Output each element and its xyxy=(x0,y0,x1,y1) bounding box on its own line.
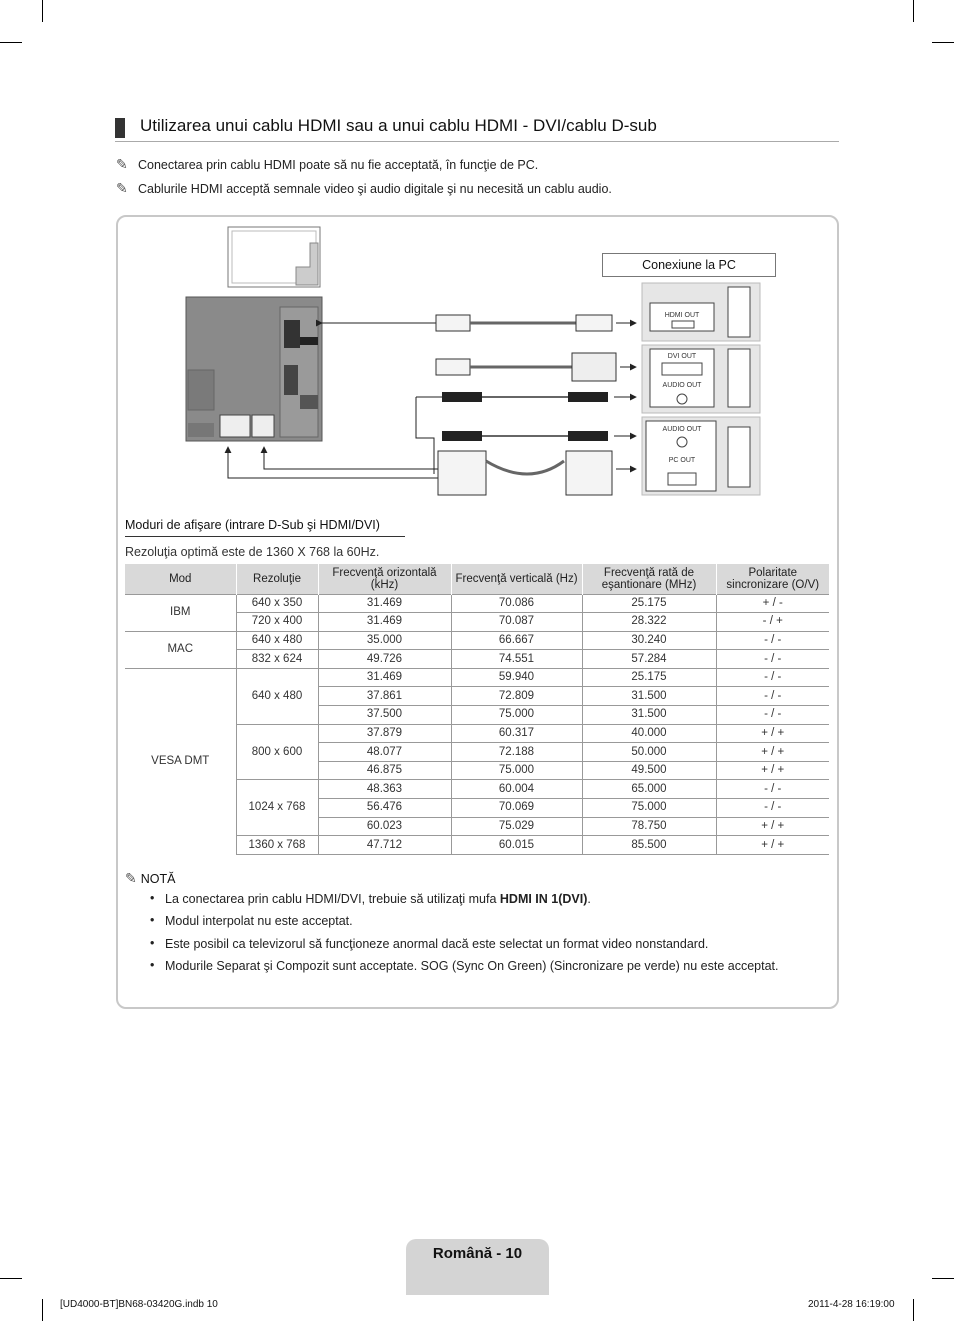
mode-cell: VESA DMT xyxy=(125,668,236,854)
resolution-cell: 1360 x 768 xyxy=(236,836,318,855)
value-cell: 48.077 xyxy=(318,743,451,762)
value-cell: 74.551 xyxy=(451,650,582,669)
value-cell: 37.861 xyxy=(318,687,451,706)
value-cell: 31.469 xyxy=(318,594,451,613)
value-cell: 25.175 xyxy=(582,668,716,687)
value-cell: 60.015 xyxy=(451,836,582,855)
value-cell: + / + xyxy=(716,761,829,780)
value-cell: + / - xyxy=(716,594,829,613)
note-text: Conectarea prin cablu HDMI poate să nu fie acceptată, în funcţie de PC. xyxy=(138,158,539,172)
column-header: Frecvenţă verticală (Hz) xyxy=(451,564,582,594)
value-cell: 30.240 xyxy=(582,631,716,650)
table-row xyxy=(125,668,829,687)
value-cell: + / + xyxy=(716,724,829,743)
pc-out-label: PC OUT xyxy=(668,457,696,464)
display-modes-table xyxy=(125,564,829,855)
table-header-row xyxy=(125,564,829,594)
value-cell: 49.726 xyxy=(318,650,451,669)
value-cell: 50.000 xyxy=(582,743,716,762)
list-item: • Modurile Separat şi Compozit sunt acceptate. SOG (Sync On Green) (Sincronizare pe verde) nu este acceptat. xyxy=(150,959,778,981)
value-cell: - / - xyxy=(716,687,829,706)
value-cell: 75.000 xyxy=(582,799,716,818)
crop-mark xyxy=(0,1278,22,1279)
resolution-cell: 1024 x 768 xyxy=(236,780,318,836)
page-number-tab: Română - 10 xyxy=(406,1239,549,1295)
value-cell: 31.469 xyxy=(318,668,451,687)
modes-heading: Moduri de afişare (intrare D-Sub şi HDMI/DVI) xyxy=(125,518,380,532)
value-cell: + / + xyxy=(716,836,829,855)
value-cell: 40.000 xyxy=(582,724,716,743)
value-cell: 78.750 xyxy=(582,817,716,836)
note-line xyxy=(116,156,538,173)
value-cell: 72.188 xyxy=(451,743,582,762)
value-cell: 49.500 xyxy=(582,761,716,780)
resolution-cell: 640 x 350 xyxy=(236,594,318,613)
value-cell: - / - xyxy=(716,780,829,799)
bullet-text: . xyxy=(587,892,591,906)
pencil-icon: ✎ xyxy=(116,180,128,196)
value-cell: 66.667 xyxy=(451,631,582,650)
column-header: Rezoluţie xyxy=(236,564,318,594)
bullet-text: La conectarea prin cablu HDMI/DVI, trebuie să utilizaţi mufa xyxy=(165,892,500,906)
value-cell: 60.023 xyxy=(318,817,451,836)
column-header: Frecvenţă rată de eşantionare (MHz) xyxy=(582,564,716,594)
value-cell: 75.000 xyxy=(451,706,582,725)
value-cell: - / - xyxy=(716,631,829,650)
audio-cable xyxy=(442,431,636,441)
title-rule xyxy=(115,141,839,142)
list-item: • Modul interpolat nu este acceptat. xyxy=(150,914,778,936)
pc-hdmi-box xyxy=(642,283,760,341)
resolution-cell: 640 x 480 xyxy=(236,631,318,650)
value-cell: 31.500 xyxy=(582,687,716,706)
hdmi-cable xyxy=(436,315,636,331)
crop-mark xyxy=(42,0,43,22)
value-cell: 47.712 xyxy=(318,836,451,855)
table-body xyxy=(125,594,829,854)
crop-mark xyxy=(0,42,22,43)
value-cell: 70.086 xyxy=(451,594,582,613)
note-line xyxy=(116,180,612,197)
value-cell: 48.363 xyxy=(318,780,451,799)
list-item xyxy=(150,892,778,914)
value-cell: + / + xyxy=(716,743,829,762)
pencil-icon: ✎ xyxy=(125,870,137,886)
value-cell: 28.322 xyxy=(582,613,716,632)
column-header: Polaritate sincronizare (O/V) xyxy=(716,564,829,594)
value-cell: 25.175 xyxy=(582,594,716,613)
value-cell: 35.000 xyxy=(318,631,451,650)
value-cell: 72.809 xyxy=(451,687,582,706)
column-header: Frecvenţă orizontală (kHz) xyxy=(318,564,451,594)
crop-mark xyxy=(932,1278,954,1279)
crop-mark xyxy=(42,1299,43,1321)
value-cell: 75.000 xyxy=(451,761,582,780)
crop-mark xyxy=(932,42,954,43)
hdmi-out-label: HDMI OUT xyxy=(664,312,700,319)
value-cell: 85.500 xyxy=(582,836,716,855)
nota-heading xyxy=(125,870,175,887)
audio-cable xyxy=(416,392,636,402)
hdmi-dvi-cable xyxy=(436,353,636,381)
resolution-cell: 640 x 480 xyxy=(236,668,318,724)
nota-list xyxy=(150,892,778,981)
value-cell: 75.029 xyxy=(451,817,582,836)
modes-heading-rule xyxy=(125,536,405,537)
crop-mark xyxy=(913,0,914,22)
dvi-out-label: DVI OUT xyxy=(667,353,697,360)
tv-thumbnail xyxy=(228,227,320,287)
audio-out-label: AUDIO OUT xyxy=(662,382,702,389)
value-cell: 56.476 xyxy=(318,799,451,818)
value-cell: - / + xyxy=(716,613,829,632)
optimal-resolution: Rezoluţia optimă este de 1360 X 768 la 60Hz. xyxy=(125,545,380,559)
value-cell: 59.940 xyxy=(451,668,582,687)
title-marker xyxy=(115,118,125,138)
value-cell: - / - xyxy=(716,706,829,725)
column-header: Mod xyxy=(125,564,236,594)
value-cell: 60.317 xyxy=(451,724,582,743)
mode-cell: MAC xyxy=(125,631,236,668)
crop-mark xyxy=(913,1299,914,1321)
value-cell: 46.875 xyxy=(318,761,451,780)
nota-label: NOTĂ xyxy=(140,872,176,886)
print-date: 2011-4-28 16:19:00 xyxy=(808,1299,895,1310)
connection-title: Conexiune la PC xyxy=(602,253,776,277)
value-cell: + / + xyxy=(716,817,829,836)
value-cell: - / - xyxy=(716,650,829,669)
tv-rear-panel xyxy=(186,297,322,441)
value-cell: 37.879 xyxy=(318,724,451,743)
mode-cell: IBM xyxy=(125,594,236,631)
value-cell: 31.469 xyxy=(318,613,451,632)
dsub-cable xyxy=(438,451,636,495)
list-item: • Este posibil ca televizorul să funcţioneze anormal dacă este selectat un format video nonstandard. xyxy=(150,937,778,959)
audio-out-label: AUDIO OUT xyxy=(662,426,702,433)
value-cell: - / - xyxy=(716,668,829,687)
value-cell: - / - xyxy=(716,799,829,818)
pencil-icon: ✎ xyxy=(116,156,128,172)
page-title: Utilizarea unui cablu HDMI sau a unui cablu HDMI - DVI/cablu D-sub xyxy=(140,116,657,135)
table-row xyxy=(125,594,829,613)
resolution-cell: 720 x 400 xyxy=(236,613,318,632)
note-text: Cablurile HDMI acceptă semnale video şi audio digitale şi nu necesită un cablu audio. xyxy=(138,182,612,196)
pc-dvi-box xyxy=(642,345,760,413)
resolution-cell: 832 x 624 xyxy=(236,650,318,669)
value-cell: 57.284 xyxy=(582,650,716,669)
table-row xyxy=(125,631,829,650)
value-cell: 31.500 xyxy=(582,706,716,725)
bullet-text-bold: HDMI IN 1(DVI) xyxy=(499,892,588,906)
value-cell: 37.500 xyxy=(318,706,451,725)
value-cell: 70.069 xyxy=(451,799,582,818)
file-info: [UD4000-BT]BN68-03420G.indb 10 xyxy=(60,1299,218,1310)
resolution-cell: 800 x 600 xyxy=(236,724,318,780)
value-cell: 65.000 xyxy=(582,780,716,799)
value-cell: 70.087 xyxy=(451,613,582,632)
value-cell: 60.004 xyxy=(451,780,582,799)
